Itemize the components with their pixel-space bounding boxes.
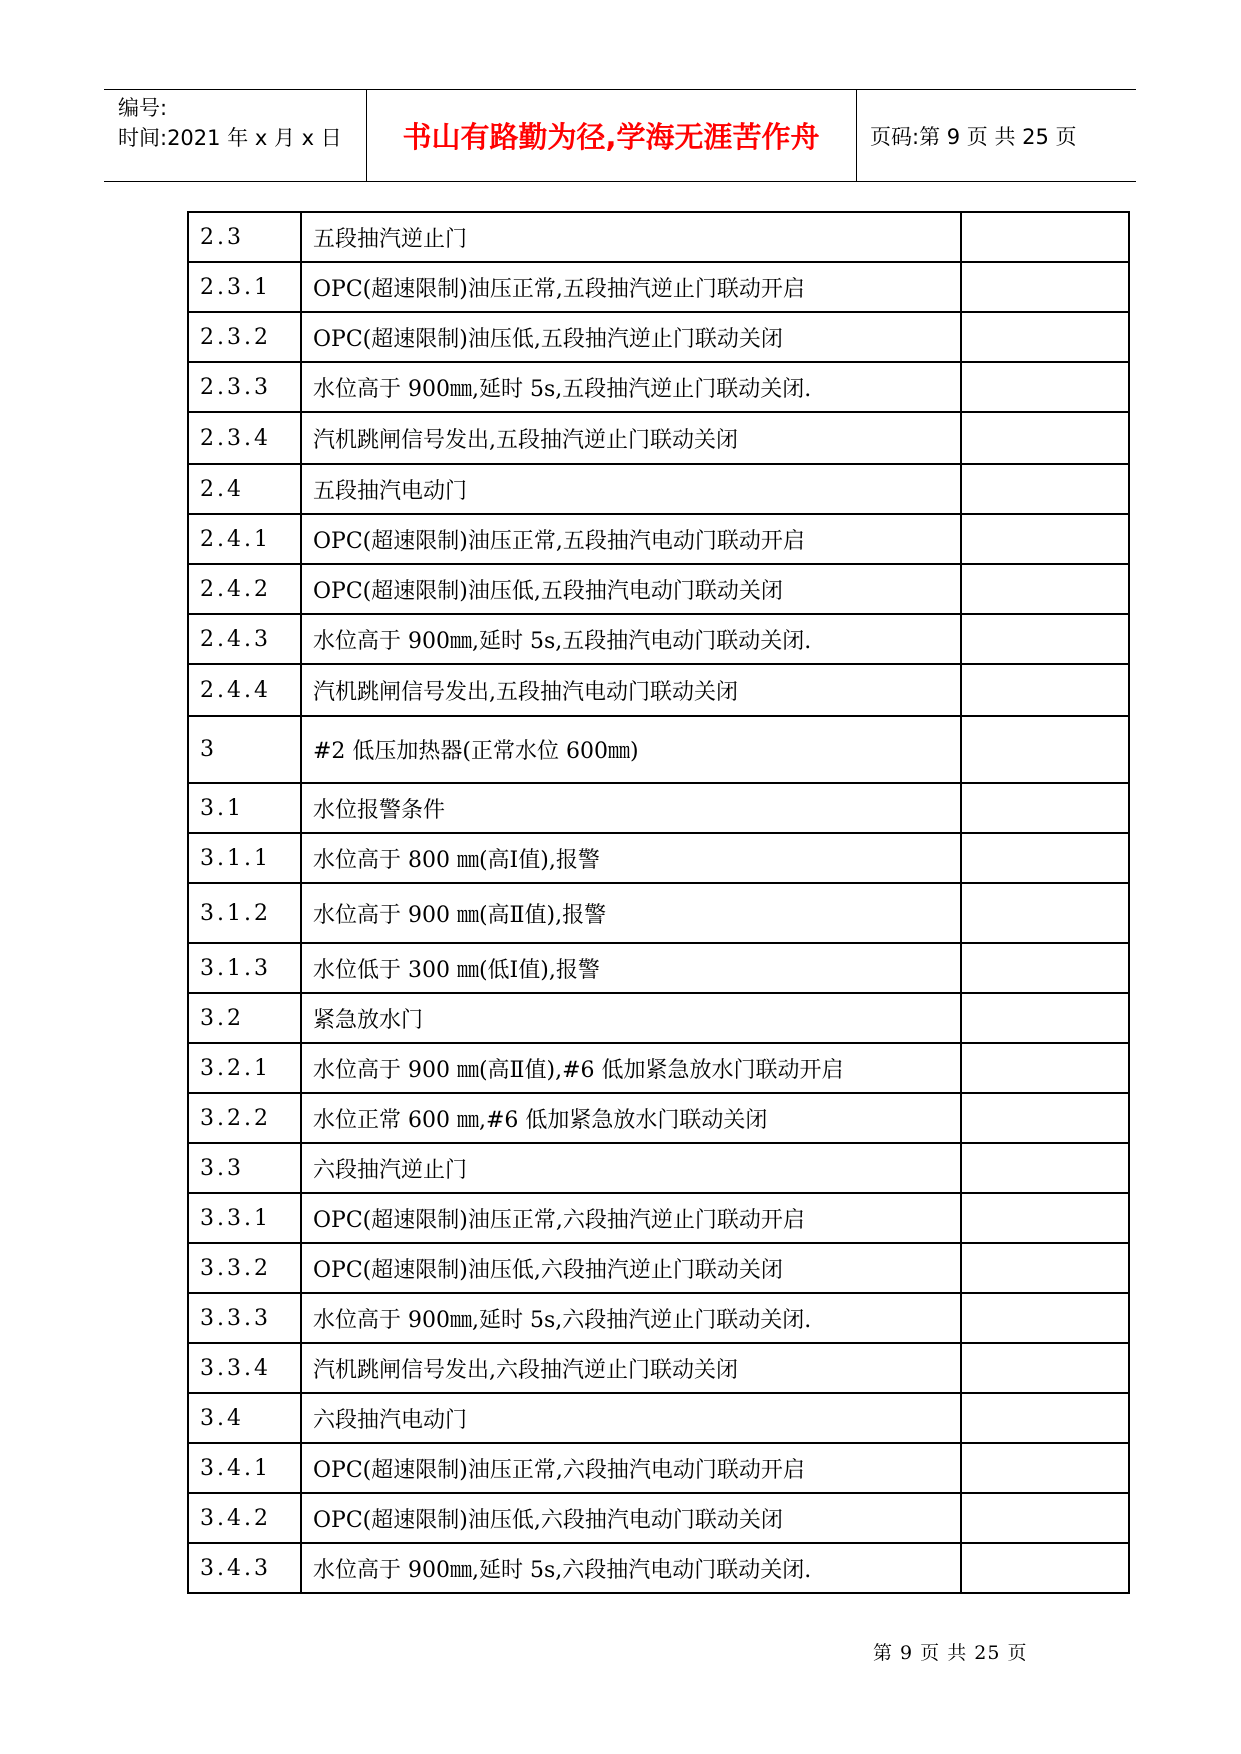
item-number-cell: 2.4.1: [188, 514, 301, 564]
item-number-cell: 3.2.1: [188, 1043, 301, 1093]
item-number-cell: 3.4.1: [188, 1443, 301, 1493]
item-description-cell: OPC(超速限制)油压正常,六段抽汽电动门联动开启: [301, 1443, 961, 1493]
item-description-cell: 汽机跳闸信号发出,五段抽汽逆止门联动关闭: [301, 412, 961, 464]
item-description-cell: 六段抽汽电动门: [301, 1393, 961, 1443]
table-row: [188, 943, 1129, 993]
table-row: [188, 1043, 1129, 1093]
item-description-cell: OPC(超速限制)油压低,六段抽汽电动门联动关闭: [301, 1493, 961, 1543]
table-row: [188, 1343, 1129, 1393]
item-number-cell: 2.4.2: [188, 564, 301, 614]
item-description-cell: 水位正常 600 ㎜,#6 低加紧急放水门联动关闭: [301, 1093, 961, 1143]
item-description-cell: 水位低于 300 ㎜(低Ⅰ值),报警: [301, 943, 961, 993]
table-row: [188, 783, 1129, 833]
header-page-label: 页码:第 9 页 共 25 页: [870, 125, 1077, 149]
item-description-cell: 五段抽汽电动门: [301, 464, 961, 514]
item-note-cell: [961, 883, 1129, 943]
item-number-cell: 3.1: [188, 783, 301, 833]
item-number-cell: 3.1.3: [188, 943, 301, 993]
item-number-cell: 2.3: [188, 212, 301, 262]
item-description-cell: 水位高于 800 ㎜(高Ⅰ值),报警: [301, 833, 961, 883]
item-description-cell: 汽机跳闸信号发出,五段抽汽电动门联动关闭: [301, 664, 961, 716]
document-time-label: 时间:2021 年 x 月 x 日: [118, 126, 342, 150]
item-number-cell: 3.4: [188, 1393, 301, 1443]
table-row: [188, 1193, 1129, 1243]
item-number-cell: 3.4.2: [188, 1493, 301, 1543]
item-note-cell: [961, 212, 1129, 262]
item-note-cell: [961, 1493, 1129, 1543]
item-note-cell: [961, 993, 1129, 1043]
item-note-cell: [961, 1543, 1129, 1593]
item-description-cell: #2 低压加热器(正常水位 600㎜): [301, 716, 961, 783]
item-number-cell: 3.3.3: [188, 1293, 301, 1343]
table-body: [188, 212, 1129, 1593]
item-number-cell: 3.2: [188, 993, 301, 1043]
item-description-cell: OPC(超速限制)油压正常,五段抽汽电动门联动开启: [301, 514, 961, 564]
item-note-cell: [961, 1043, 1129, 1093]
item-note-cell: [961, 514, 1129, 564]
table-row: [188, 833, 1129, 883]
item-description-cell: 水位高于 900㎜,延时 5s,五段抽汽逆止门联动关闭.: [301, 362, 961, 412]
item-number-cell: 2.4: [188, 464, 301, 514]
item-note-cell: [961, 1093, 1129, 1143]
item-note-cell: [961, 716, 1129, 783]
item-note-cell: [961, 262, 1129, 312]
item-note-cell: [961, 1293, 1129, 1343]
item-number-cell: 3.4.3: [188, 1543, 301, 1593]
item-description-cell: OPC(超速限制)油压低,五段抽汽逆止门联动关闭: [301, 312, 961, 362]
interlock-spec-table: [187, 211, 1130, 1594]
item-description-cell: 水位报警条件: [301, 783, 961, 833]
item-number-cell: 2.3.4: [188, 412, 301, 464]
item-note-cell: [961, 783, 1129, 833]
table-row: [188, 464, 1129, 514]
item-number-cell: 2.3.2: [188, 312, 301, 362]
item-note-cell: [961, 1393, 1129, 1443]
table-row: [188, 212, 1129, 262]
table-row: [188, 883, 1129, 943]
item-number-cell: 3: [188, 716, 301, 783]
header-meta: [118, 93, 342, 153]
item-description-cell: 紧急放水门: [301, 993, 961, 1043]
table-row: [188, 1393, 1129, 1443]
item-number-cell: 2.3.3: [188, 362, 301, 412]
table-row: [188, 716, 1129, 783]
item-number-cell: 2.4.4: [188, 664, 301, 716]
item-description-cell: 水位高于 900㎜,延时 5s,六段抽汽电动门联动关闭.: [301, 1543, 961, 1593]
item-number-cell: 3.1.2: [188, 883, 301, 943]
item-note-cell: [961, 614, 1129, 664]
table-row: [188, 1543, 1129, 1593]
item-note-cell: [961, 412, 1129, 464]
item-description-cell: 水位高于 900㎜,延时 5s,五段抽汽电动门联动关闭.: [301, 614, 961, 664]
table-row: [188, 1493, 1129, 1543]
item-description-cell: OPC(超速限制)油压正常,五段抽汽逆止门联动开启: [301, 262, 961, 312]
document-number-label: 编号:: [118, 96, 168, 120]
table-row: [188, 1443, 1129, 1493]
item-description-cell: 水位高于 900 ㎜(高Ⅱ值),报警: [301, 883, 961, 943]
item-note-cell: [961, 833, 1129, 883]
table-row: [188, 614, 1129, 664]
item-number-cell: 3.3: [188, 1143, 301, 1193]
item-note-cell: [961, 664, 1129, 716]
item-description-cell: 水位高于 900 ㎜(高Ⅱ值),#6 低加紧急放水门联动开启: [301, 1043, 961, 1093]
table-row: [188, 514, 1129, 564]
item-note-cell: [961, 943, 1129, 993]
header-divider-right: [856, 89, 857, 182]
table-row: [188, 362, 1129, 412]
item-number-cell: 3.1.1: [188, 833, 301, 883]
table-row: [188, 1143, 1129, 1193]
item-note-cell: [961, 1443, 1129, 1493]
table-row: [188, 664, 1129, 716]
item-number-cell: 2.3.1: [188, 262, 301, 312]
item-description-cell: 五段抽汽逆止门: [301, 212, 961, 262]
table-row: [188, 1243, 1129, 1293]
item-description-cell: 水位高于 900㎜,延时 5s,六段抽汽逆止门联动关闭.: [301, 1293, 961, 1343]
item-number-cell: 3.3.2: [188, 1243, 301, 1293]
item-note-cell: [961, 1243, 1129, 1293]
item-note-cell: [961, 1193, 1129, 1243]
header-motto: 书山有路勤为径,学海无涯苦作舟: [402, 120, 820, 154]
table-row: [188, 412, 1129, 464]
table-row: [188, 262, 1129, 312]
item-number-cell: 3.3.4: [188, 1343, 301, 1393]
item-note-cell: [961, 1343, 1129, 1393]
table-row: [188, 993, 1129, 1043]
table-row: [188, 1293, 1129, 1343]
item-number-cell: 3.2.2: [188, 1093, 301, 1143]
item-note-cell: [961, 312, 1129, 362]
table-row: [188, 564, 1129, 614]
item-note-cell: [961, 1143, 1129, 1193]
item-note-cell: [961, 564, 1129, 614]
table-row: [188, 312, 1129, 362]
item-description-cell: 六段抽汽逆止门: [301, 1143, 961, 1193]
table-row: [188, 1093, 1129, 1143]
item-description-cell: OPC(超速限制)油压低,六段抽汽逆止门联动关闭: [301, 1243, 961, 1293]
item-description-cell: OPC(超速限制)油压低,五段抽汽电动门联动关闭: [301, 564, 961, 614]
item-number-cell: 3.3.1: [188, 1193, 301, 1243]
page-footer: 第 9 页 共 25 页: [873, 1642, 1028, 1664]
item-note-cell: [961, 464, 1129, 514]
item-number-cell: 2.4.3: [188, 614, 301, 664]
item-description-cell: OPC(超速限制)油压正常,六段抽汽逆止门联动开启: [301, 1193, 961, 1243]
item-note-cell: [961, 362, 1129, 412]
item-description-cell: 汽机跳闸信号发出,六段抽汽逆止门联动关闭: [301, 1343, 961, 1393]
